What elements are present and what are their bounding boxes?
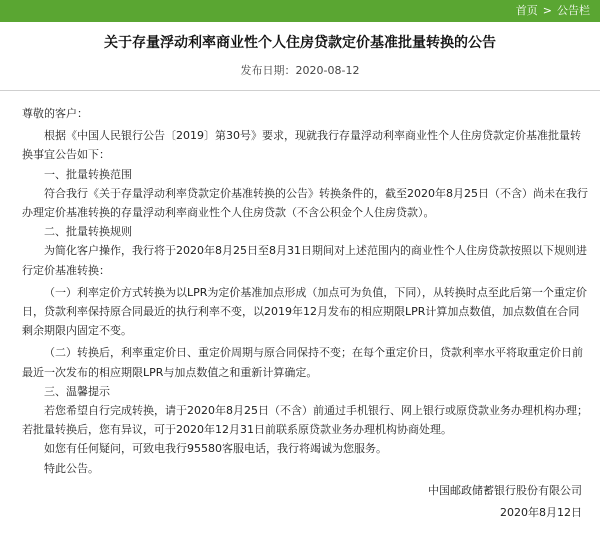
signature: 中国邮政储蓄银行股份有限公司 bbox=[428, 483, 582, 497]
breadcrumb-separator: > bbox=[542, 4, 552, 17]
intro-paragraph: 根据《中国人民银行公告〔2019〕第30号》要求，现就我行存量浮动利率商业性个人住房贷款定价基准批量转换事宜公告如下： bbox=[22, 129, 581, 162]
section-2-paragraph: 为简化客户操作，我行将于2020年8月25日至8月31日期间对上述范围内的商业性个人住房贷款按照以下规则进行定价基准转换： bbox=[22, 244, 587, 277]
section-1-paragraph: 符合我行《关于存量浮动利率贷款定价基准转换的公告》转换条件的，截至2020年8月25日（不含）尚未在我行办理定价基准转换的存量浮动利率商业性个人住房贷款（不含公积金个人住房贷款）。 bbox=[22, 186, 588, 220]
salutation: 尊敬的客户： bbox=[22, 107, 88, 120]
signature-date: 2020年8月12日 bbox=[500, 506, 582, 520]
notice-title: 关于存量浮动利率商业性个人住房贷款定价基准批量转换的公告 bbox=[104, 35, 496, 51]
publish-date: 发布日期：2020-08-12 bbox=[240, 64, 360, 77]
rule-1-paragraph: （一）利率定价方式转换为以LPR为定价基准加点形成（加点可为负值，下同），从转换时点至此后第一个重定价日，贷款利率保持原合同最近的执行利率不变，以2019年12月发布的相应期限LPR计算加点数值，加点数值在合同剩余期限内固定不变。 bbox=[22, 285, 587, 338]
top-nav-bar bbox=[0, 0, 600, 22]
title-divider bbox=[0, 90, 600, 91]
contact-paragraph: 如您有任何疑问，可致电我行95580客服电话，我行将竭诚为您服务。 bbox=[44, 442, 387, 456]
notice-body bbox=[22, 104, 590, 522]
section-2-heading: 二、批量转换规则 bbox=[44, 225, 132, 239]
breadcrumb bbox=[516, 0, 590, 22]
closing-line: 特此公告。 bbox=[44, 461, 99, 475]
breadcrumb-home-link[interactable]: 首页 bbox=[515, 4, 538, 17]
section-3-paragraph: 若您希望自行完成转换，请于2020年8月25日（不含）前通过手机银行、网上银行或原贷款业务办理机构办理；若批量转换后，您有异议，可于2020年12月31日前联系原贷款业务办理机构协商处理。 bbox=[22, 404, 588, 437]
section-1-heading: 一、批量转换范围 bbox=[44, 167, 132, 181]
rule-2-paragraph: （二）转换后，利率重定价日、重定价周期与原合同保持不变；在每个重定价日，贷款利率水平将取重定价日前最近一次发布的相应期限LPR与加点数值之和重新计算确定。 bbox=[22, 346, 583, 379]
section-3-heading: 三、温馨提示 bbox=[44, 384, 110, 398]
breadcrumb-current-link[interactable]: 公告栏 bbox=[557, 4, 590, 17]
